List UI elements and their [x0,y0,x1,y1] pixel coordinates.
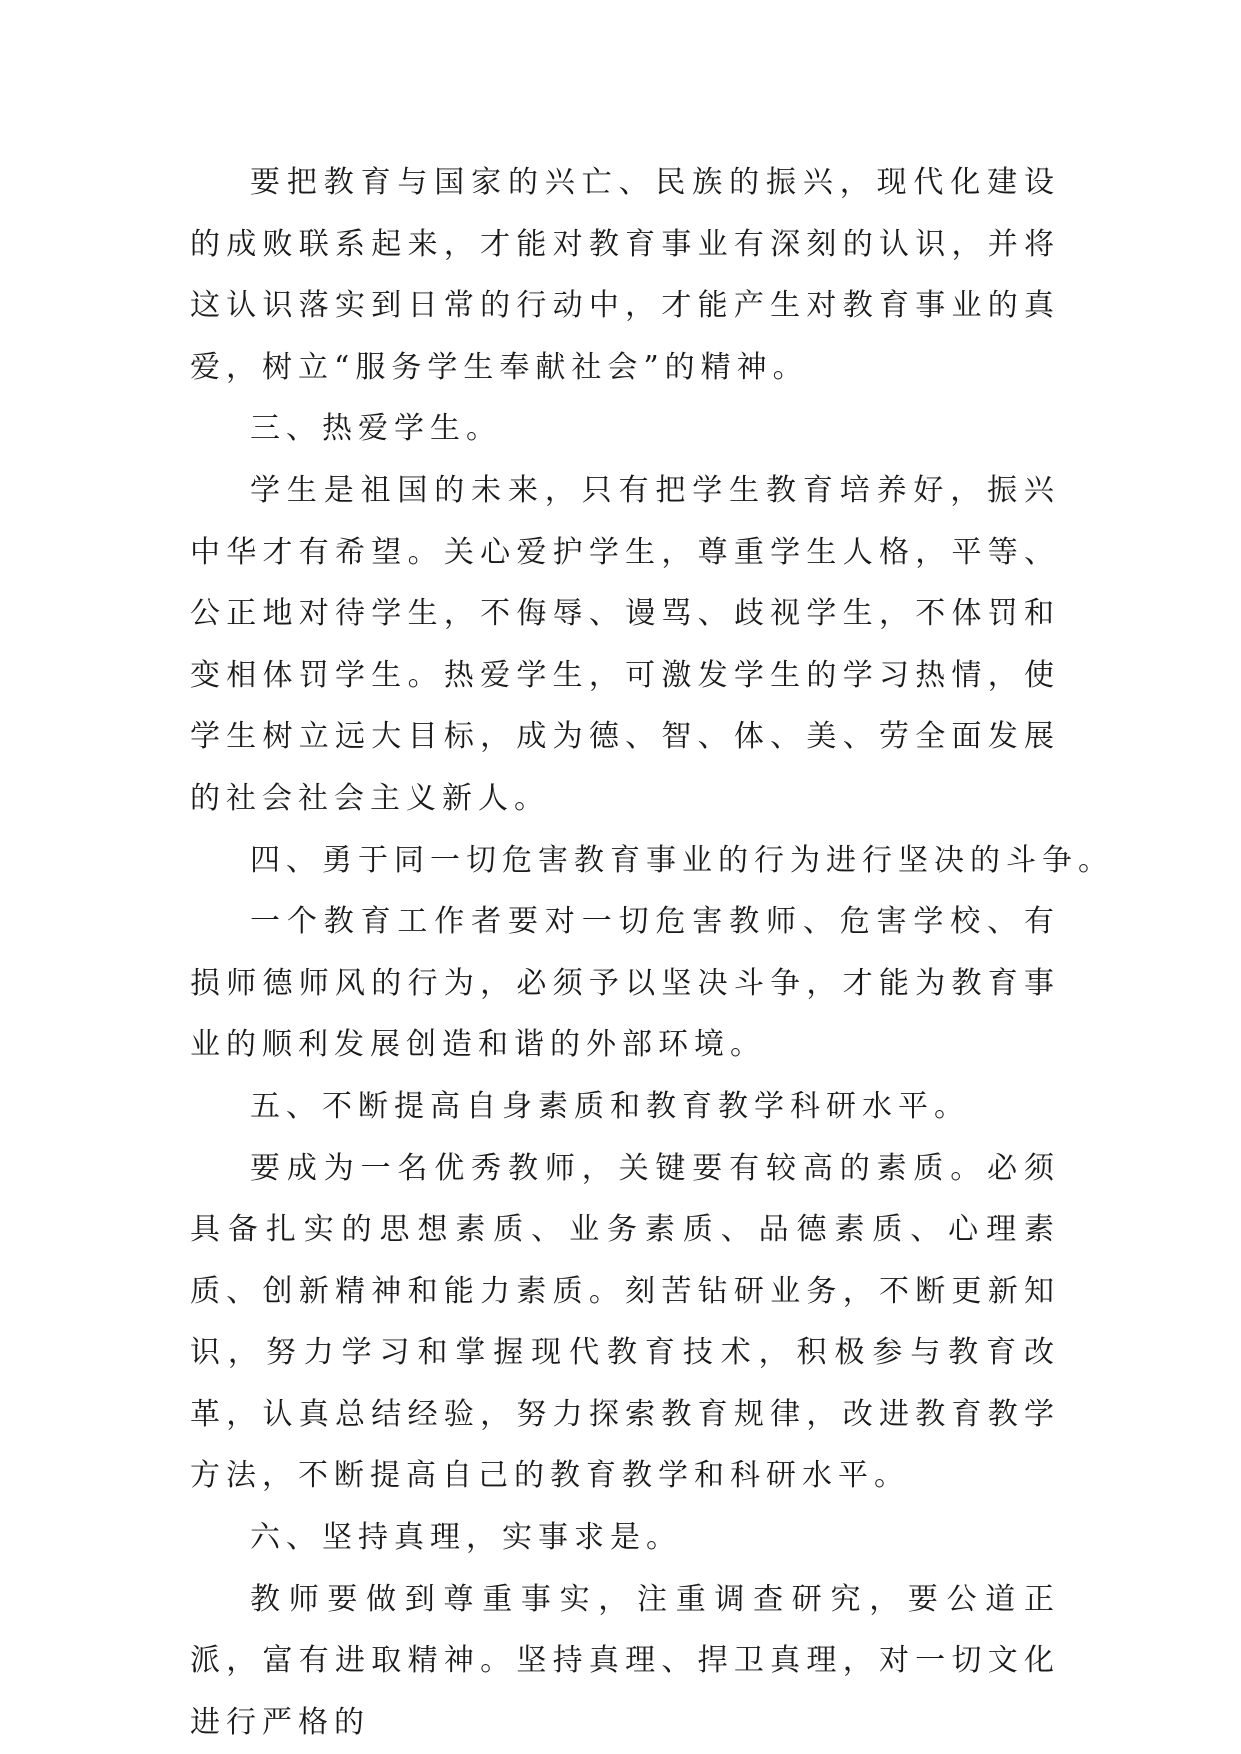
body-paragraph: 要成为一名优秀教师，关键要有较高的素质。必须具备扎实的思想素质、业务素质、品德素质、心理素质、创新精神和能力素质。刻苦钻研业务，不断更新知识，努力学习和掌握现代教育技术，积极参与教育改革，认真总结经验，努力探索教育规律，改进教育教学方法，不断提高自己的教育教学和科研水平。 [190,1150,1060,1494]
section-heading: 四、勇于同一切危害教育事业的行为进行坚决的斗争。 [250,842,1114,878]
document-body [190,152,1114,1753]
section-heading: 五、不断提高自身素质和教育教学科研水平。 [250,1088,970,1124]
body-paragraph: 要把教育与国家的兴亡、民族的振兴，现代化建设的成败联系起来，才能对教育事业有深刻的认识，并将这认识落实到日常的行动中，才能产生对教育事业的真爱，树立“服务学生奉献社会”的精神。 [190,165,1060,385]
body-paragraph: 学生是祖国的未来，只有把学生教育培养好，振兴中华才有希望。关心爱护学生，尊重学生人格，平等、公正地对待学生，不侮辱、谩骂、歧视学生，不体罚和变相体罚学生。热爱学生，可激发学生的学习热情，使学生树立远大目标，成为德、智、体、美、劳全面发展的社会社会主义新人。 [190,472,1060,816]
section-heading: 三、热爱学生。 [250,411,502,447]
body-paragraph: 一个教育工作者要对一切危害教师、危害学校、有损师德师风的行为，必须予以坚决斗争，才能为教育事业的顺利发展创造和谐的外部环境。 [190,904,1060,1063]
body-paragraph: 教师要做到尊重事实，注重调查研究，要公道正派，富有进取精神。坚持真理、捍卫真理，对一切文化进行严格的 [190,1581,1060,1740]
section-heading: 六、坚持真理，实事求是。 [250,1520,682,1556]
